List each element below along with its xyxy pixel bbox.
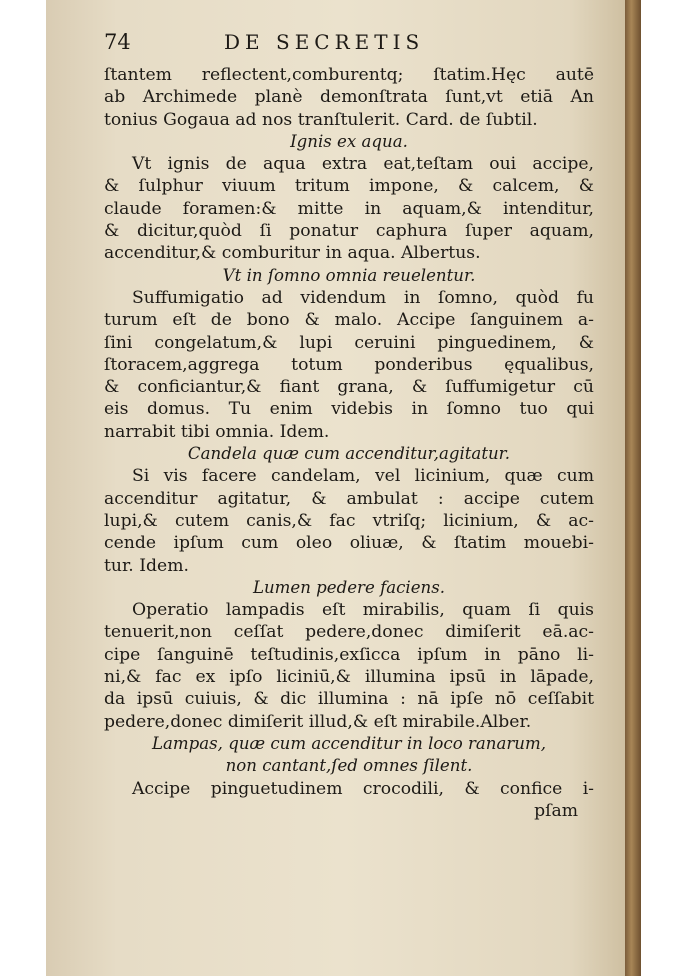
- section-heading: Vt in ſomno omnia reuelentur.: [222, 265, 476, 285]
- text-line: cipe ſanguinē teſtudinis,exſicca ipſum in pāno li-: [104, 644, 594, 665]
- text-line: tonius Gogaua ad nos tranſtulerit. Card. de ſubtil.: [104, 109, 538, 130]
- catchword: pſam: [534, 800, 578, 821]
- section-heading: Lumen pedere faciens.: [252, 577, 446, 597]
- text-line: ſtantem reflectent,comburentq; ſtatim.Hęc autē: [104, 65, 594, 85]
- page-edge: [625, 0, 641, 976]
- page-content: [104, 28, 594, 822]
- text-line: accenditur,& comburitur in aqua. Albertus.: [104, 243, 481, 264]
- text-line: claude foramen:& mitte in aquam,& intenditur,: [104, 198, 594, 219]
- text-line: ab Archimede planè demonſtrata ſunt,vt etiā An: [104, 87, 594, 108]
- text-line: Accipe pinguetudinem crocodili, & confice i-: [132, 778, 594, 799]
- text-line: tur. Idem.: [104, 555, 189, 576]
- text-line: tenuerit,non ceſſat pedere,donec dimiſerit eā.ac-: [104, 622, 594, 643]
- text-line: Suffumigatio ad videndum in ſomno, quòd fu: [132, 287, 594, 308]
- text-line: Si vis facere candelam, vel licinium, quæ cum: [132, 466, 594, 487]
- text-line: accenditur agitatur, & ambulat : accipe cutem: [104, 488, 594, 509]
- text-line: & dicitur,quòd ſi ponatur caphura ſuper aquam,: [104, 221, 594, 242]
- section-heading: non cantant,ſed omnes ſilent.: [225, 756, 473, 776]
- text-body: [104, 64, 594, 822]
- text-line: ſtoracem,aggrega totum ponderibus ęqualibus,: [104, 354, 594, 375]
- running-title: DE SECRETIS: [224, 30, 425, 54]
- text-line: & conficiantur,& fiant grana, & ſuffumigetur cū: [104, 377, 594, 398]
- page-number: 74: [104, 30, 131, 54]
- text-line: pedere,donec dimiſerit illud,& eſt mirabile.Alber.: [104, 711, 532, 732]
- text-line: ni,& fac ex ipſo liciniū,& illumina ipsū in lāpade,: [104, 667, 594, 688]
- text-line: Operatio lampadis eſt mirabilis, quam ſi quis: [132, 600, 594, 621]
- text-line: narrabit tibi omnia. Idem.: [104, 421, 330, 442]
- section-heading: Ignis ex aqua.: [290, 131, 408, 151]
- text-line: turum eſt de bono & malo. Accipe ſanguinem a-: [104, 310, 594, 331]
- page-header: [104, 28, 594, 64]
- text-line: lupi,& cutem canis,& fac vtriſq; licinium, & ac-: [104, 510, 594, 531]
- text-line: da ipsū cuiuis, & dic illumina : nā ipſe nō ceſſabit: [104, 689, 594, 710]
- section-heading: Candela quæ cum accenditur,agitatur.: [187, 444, 511, 464]
- text-line: ſini congelatum,& lupi ceruini pinguedinem, &: [104, 332, 594, 353]
- text-line: Vt ignis de aqua extra eat,teſtam oui accipe,: [132, 154, 594, 175]
- text-line: eis domus. Tu enim videbis in ſomno tuo qui: [104, 399, 594, 420]
- text-line: & ſulphur viuum tritum impone, & calcem, &: [104, 176, 594, 197]
- section-heading: Lampas, quæ cum accenditur in loco ranarum,: [151, 733, 547, 753]
- text-line: cende ipſum cum oleo oliuæ, & ſtatim mouebi-: [104, 533, 594, 554]
